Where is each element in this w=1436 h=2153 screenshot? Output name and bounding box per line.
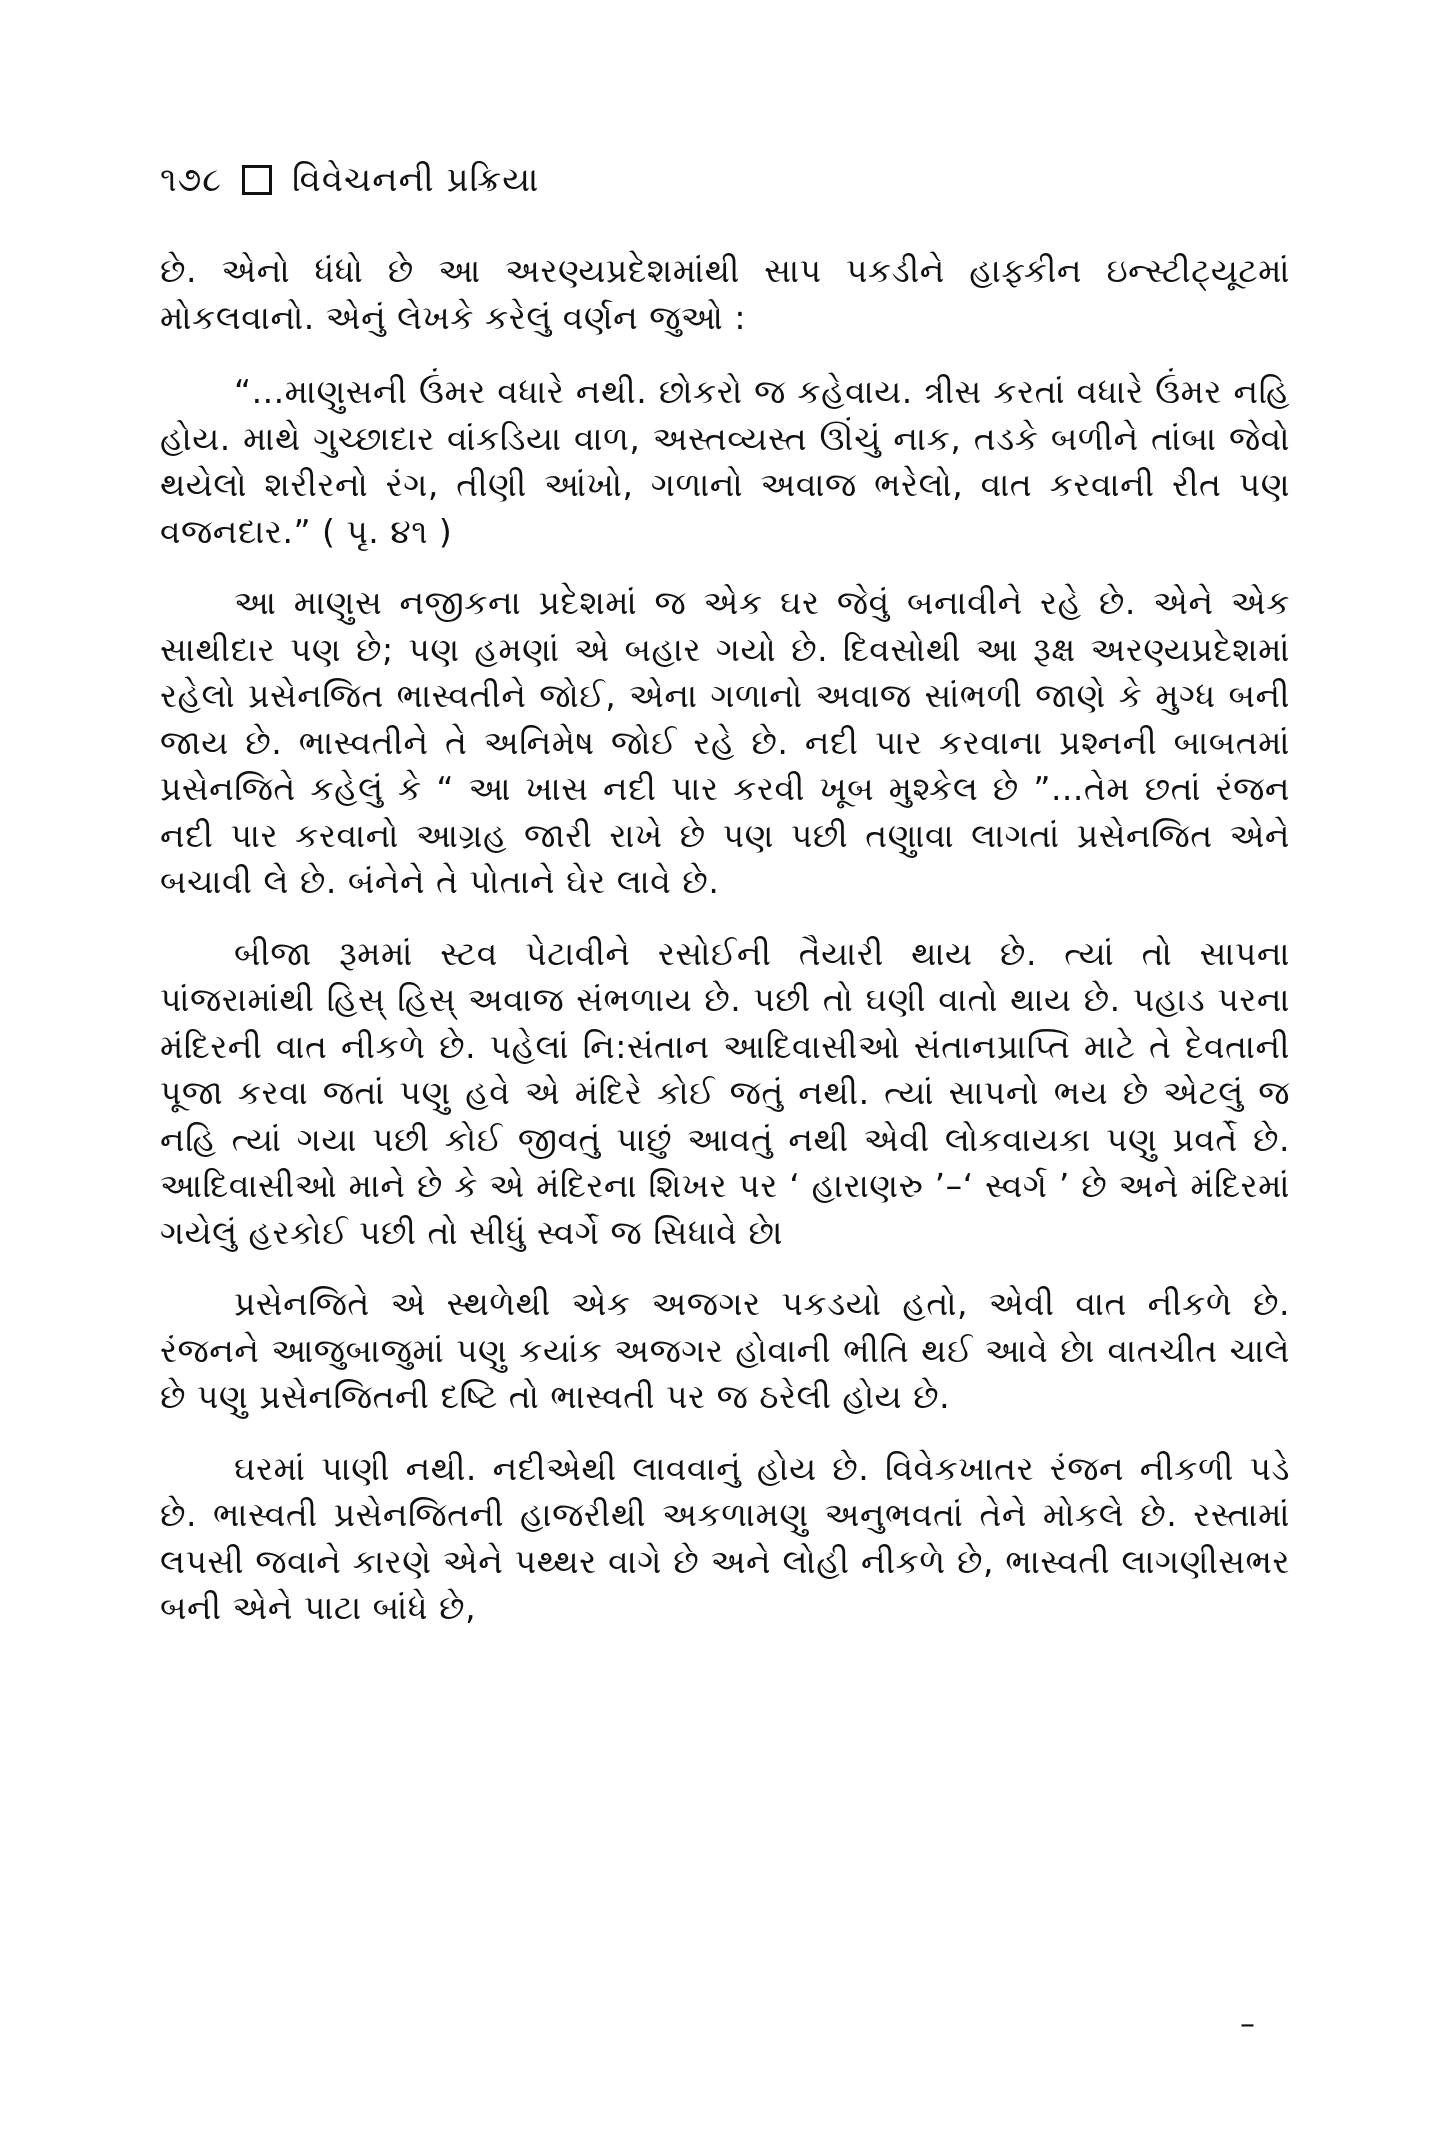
paragraph: આ માણુસ નજીકના પ્રદેશમાં જ એક ઘર જેવું બનાવીને રહે છે. એને એક સાથીદાર પણ છે; પણ હમણાં એ બહાર ગયો છે. દિવસોથી આ રૂક્ષ અરણ્યપ્રદેશમાં રહેલો પ્રસેનજિત ભાસ્વતીને જોઈ, એના ગળાનો અવાજ સાંભળી જાણે કે મુગ્ધ બની જાય છે. ભાસ્વતીને તે અનિમેષ જોઈ રહે છે. નદી પાર કરવાના પ્રશ્નની બાબતમાં પ્રસેનજિતે કહેલું કે “ આ ખાસ નદી પાર કરવી ખૂબ મુશ્કેલ છે ”...તેમ છતાં રંજન નદી પાર કરવાનો આગ્રહ જારી રાખે છે પણ પછી તણુાવા લાગતાં પ્રસેનજિત એને બચાવી લે છે. બંનેને તે પોતાને ઘેર લાવે છે.	[160, 583, 1290, 901]
continuation-mark: –	[1240, 2007, 1255, 2042]
running-header	[160, 158, 539, 202]
paragraph: ઘરમાં પાણી નથી. નદીએથી લાવવાનું હોય છે. વિવેકખાતર રંજન નીકળી પડે છે. ભાસ્વતી પ્રસેનજિતની હાજરીથી અકળામણુ અનુભવતાં તેને મોકલે છે. રસ્તામાં લપસી જવાને કારણે એને પથ્થર વાગે છે અને લોહી નીકળે છે, ભાસ્વતી લાગણીસભર બની એને પાટા બાંધે છે,	[160, 1448, 1290, 1627]
block-quote: “...માણુસની ઉંમર વધારે નથી. છોકરો જ કહેવાય. ત્રીસ કરતાં વધારે ઉંમર નહિ હોય. માથે ગુચ્છાદાર વાંકડિયા વાળ, અસ્તવ્યસ્ત ઊંચું નાક, તડકે બળીને તાંબા જેવો થયેલો શરીરનો રંગ, તીણી આંખો, ગળાનો અવાજ ભરેલો, વાત કરવાની રીત પણ વજનદાર.” ( પૃ. ૪૧ )	[160, 372, 1290, 551]
paragraph: બીજા રૂમમાં સ્ટવ પેટાવીને રસોઈની તૈયારી થાય છે. ત્યાં તો સાપના પાંજરામાંથી હિસ્ હિસ્ અવાજ સંભળાય છે. પછી તો ઘણી વાતો થાય છે. પહાડ પરના મંદિરની વાત નીકળે છે. પહેલાં નિ:સંતાન આદિવાસીઓ સંતાનપ્રાપ્તિ માટે તે દેવતાની પૂજા કરવા જતાં પણુ હવે એ મંદિરે કોઈ જતું નથી. ત્યાં સાપનો ભય છે એટલું જ નહિ ત્યાં ગયા પછી કોઈ જીવતું પાછું આવતું નથી એવી લોકવાયકા પણુ પ્રવર્તે છે. આદિવાસીઓ માને છે કે એ મંદિરના શિખર પર ‘ હારાણરુ ’–‘ સ્વર્ગ ’ છે અને મંદિરમાં ગયેલું હરકોઈ પછી તો સીધું સ્વર્ગે જ સિધાવે છે।	[160, 933, 1290, 1252]
paragraph-intro: છે. એનો ધંધો છે આ અરણ્યપ્રદેશમાંથી સાપ પકડીને હાફ્કીન ઇન્સ્ટીટ્યૂટમાં મોકલવાનો. એનું લેખકે કરેલું વર્ણન જુઓ :	[160, 251, 1290, 337]
page-number: ૧૭૮	[160, 160, 222, 200]
square-ornament-icon	[242, 165, 272, 195]
page-body	[160, 248, 1290, 1657]
book-title: વિવેચનની પ્રક્રિયા	[292, 160, 540, 200]
paragraph: પ્રસેનજિતે એ સ્થળેથી એક અજગર પકડયો હતો, એવી વાત નીકળે છે. રંજનને આજુબાજુમાં પણુ કયાંક અજગર હોવાની ભીતિ થઈ આવે છે। વાતચીત ચાલે છે પણુ પ્રસેનજિતની દષ્ટિ તો ભાસ્વતી પર જ ઠરેલી હોય છે.	[160, 1284, 1290, 1416]
